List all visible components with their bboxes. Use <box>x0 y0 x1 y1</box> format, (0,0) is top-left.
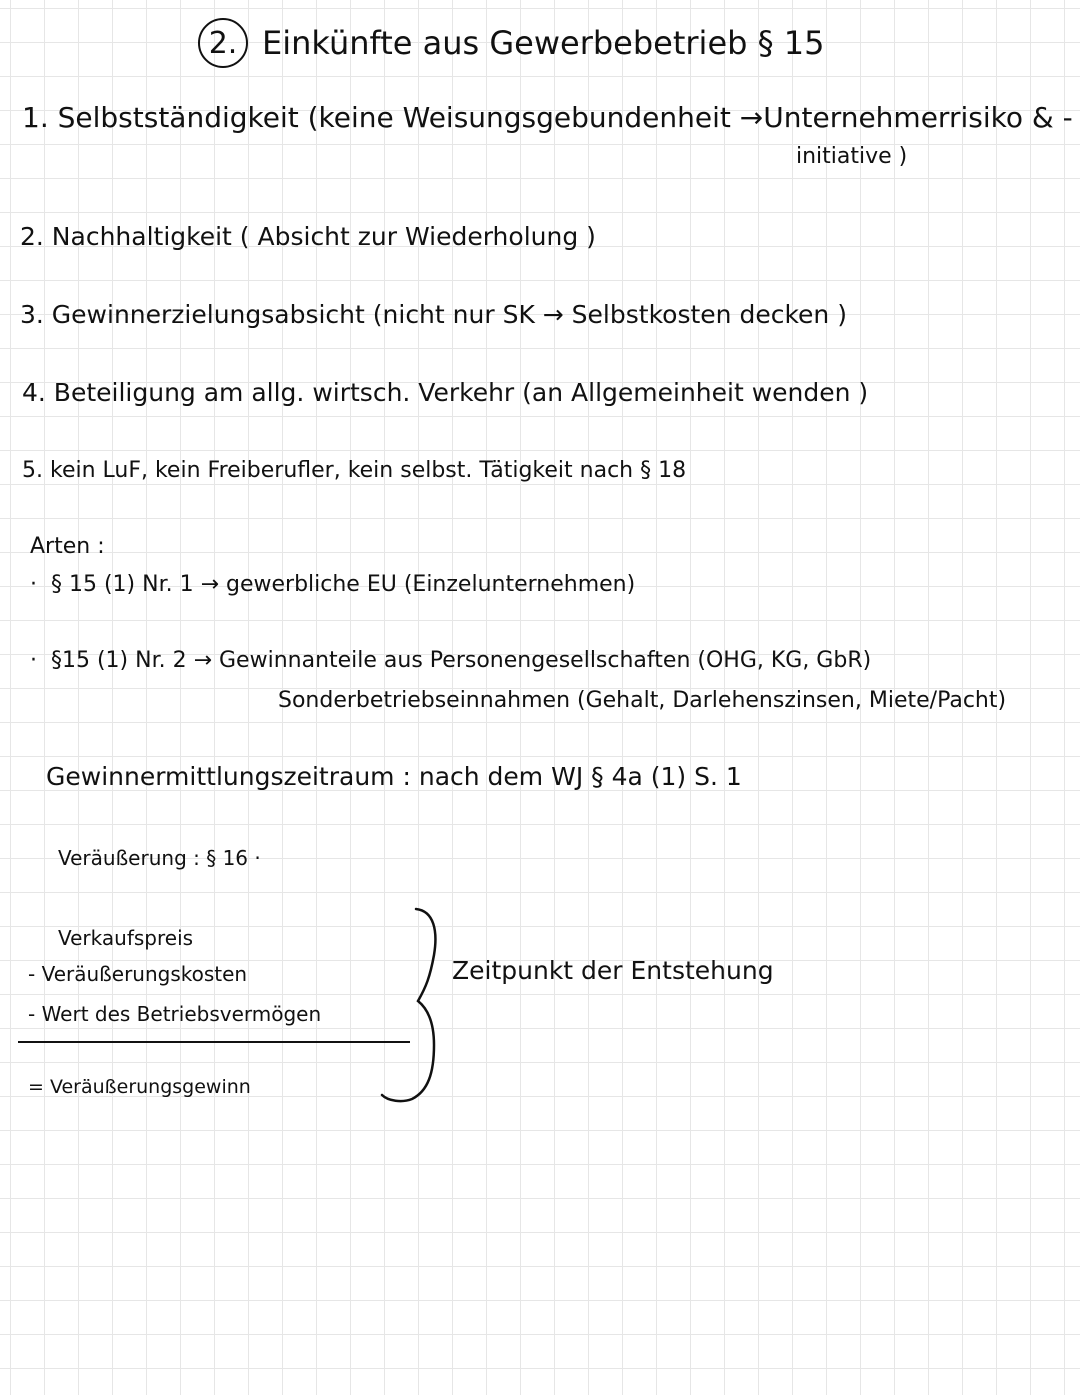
types-item-2-continuation: Sonderbetriebseinnahmen (Gehalt, Darlehenszinsen, Miete/Pacht) <box>278 688 1007 713</box>
brace-note: Zeitpunkt der Entstehung <box>452 956 774 985</box>
heading-number: 2. <box>198 18 248 68</box>
criterion-1: 1. Selbstständigkeit (keine Weisungsgebundenheit →Unternehmerrisiko & - <box>22 101 1073 134</box>
criterion-1-continuation: initiative ) <box>796 144 908 169</box>
types-item-2-text: §15 (1) Nr. 2 → Gewinnanteile aus Personengesellschaften (OHG, KG, GbR) <box>50 648 872 673</box>
profit-period: Gewinnermittlungszeitraum : nach dem WJ § 4a (1) S. 1 <box>46 762 742 791</box>
sale-label: Veräußerung : § 16 · <box>58 846 261 870</box>
criterion-3: 3. Gewinnerzielungsabsicht (nicht nur SK → Selbstkosten decken ) <box>20 300 847 329</box>
types-item-2: · §15 (1) Nr. 2 → Gewinnanteile aus Personengesellschaften (OHG, KG, GbR) <box>30 648 872 673</box>
types-label: Arten : <box>30 534 105 559</box>
calc-line-1: Verkaufspreis <box>58 926 194 950</box>
criterion-5: 5. kein LuF, kein Freiberufler, kein selbst. Tätigkeit nach § 18 <box>22 458 687 483</box>
types-item-1: · § 15 (1) Nr. 1 → gewerbliche EU (Einzelunternehmen) <box>30 572 636 597</box>
criterion-2: 2. Nachhaltigkeit ( Absicht zur Wiederholung ) <box>20 222 596 251</box>
heading-title: Einkünfte aus Gewerbebetrieb § 15 <box>262 24 825 62</box>
calc-sum-line <box>18 1041 410 1043</box>
types-item-1-text: § 15 (1) Nr. 1 → gewerbliche EU (Einzelunternehmen) <box>50 572 636 597</box>
criterion-4: 4. Beteiligung am allg. wirtsch. Verkehr (an Allgemeinheit wenden ) <box>22 378 869 407</box>
calc-line-2: - Veräußerungskosten <box>28 962 248 986</box>
calc-line-3: - Wert des Betriebsvermögen <box>28 1002 322 1026</box>
calc-result: = Veräußerungsgewinn <box>28 1076 251 1098</box>
curly-brace-icon <box>376 905 446 1105</box>
page-heading <box>198 18 825 68</box>
